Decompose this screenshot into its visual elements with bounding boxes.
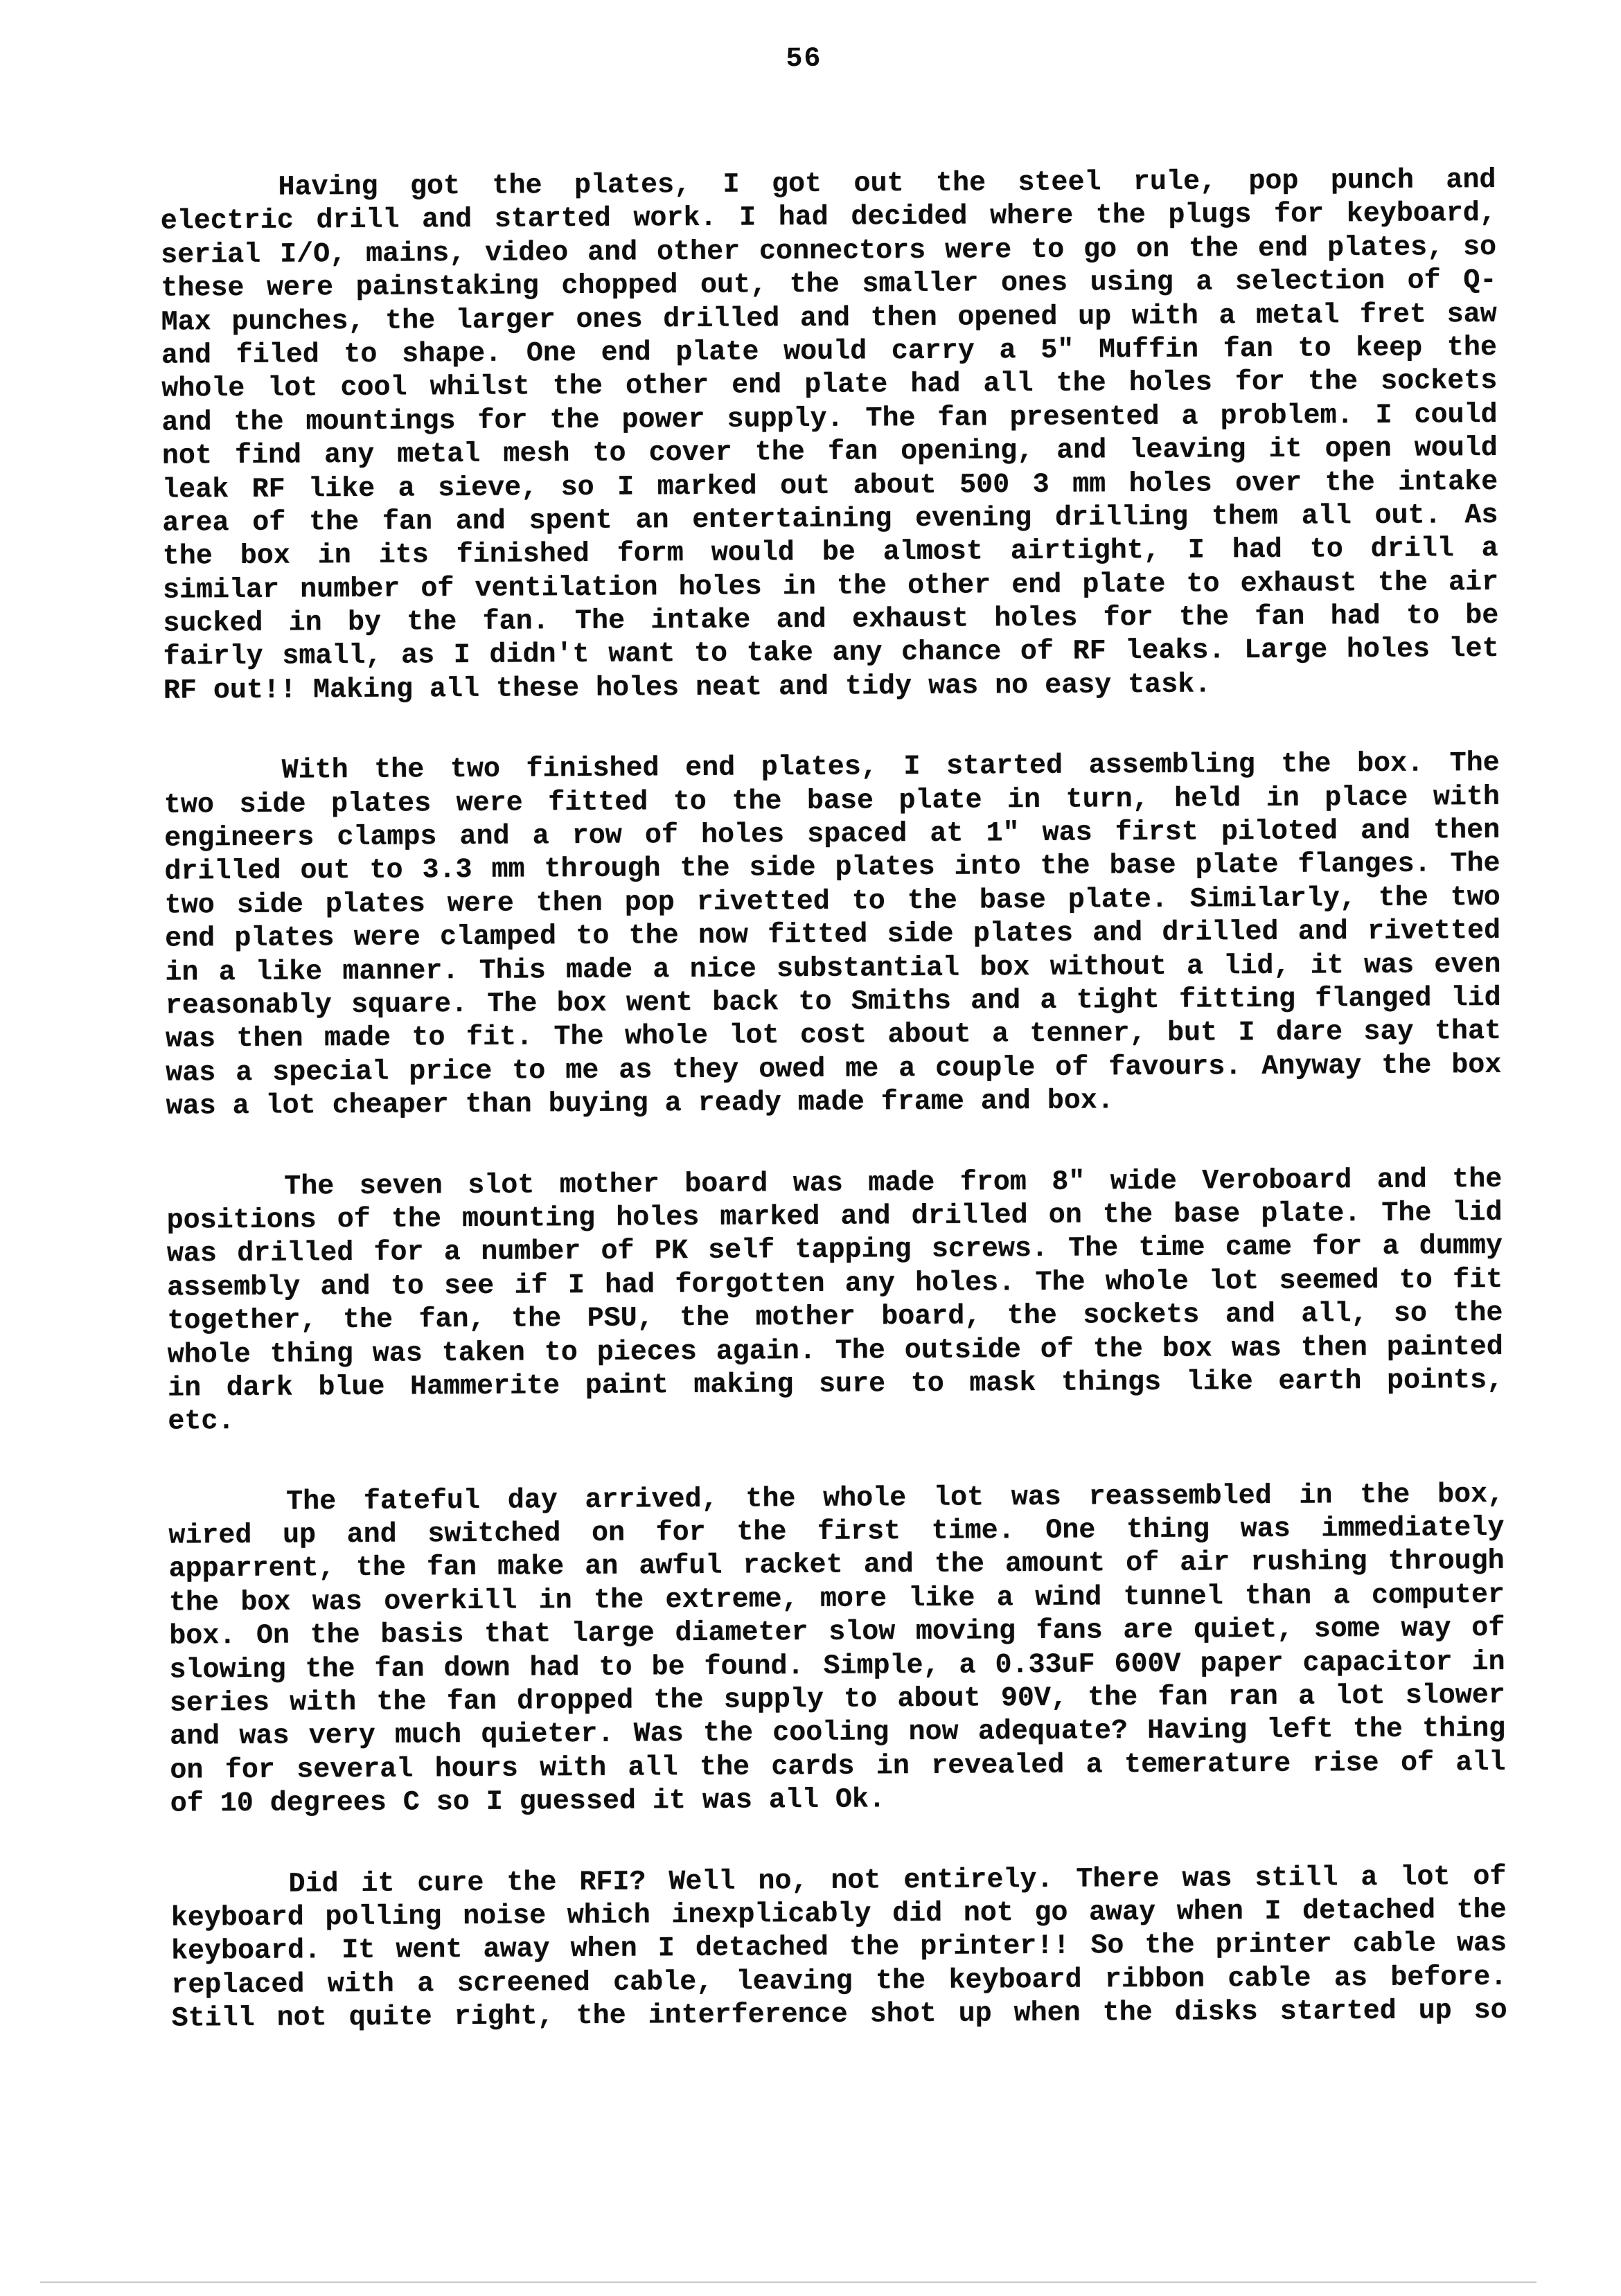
text-line: box. On the basis that large diameter slow moving fans are quiet, some way of (169, 1613, 1505, 1653)
text-line: whole thing was taken to pieces again. The outside of the box was then painted (167, 1331, 1503, 1371)
text-line: Still not quite right, the interference shot up when the disks started up so (171, 1995, 1507, 2035)
text-line: leak RF like a sieve, so I marked out about 500 3 mm holes over the intake (162, 466, 1498, 506)
text-line: Did it cure the RFI? Well no, not entirely. There was still a lot of (288, 1861, 1507, 1901)
text-line: Having got the plates, I got out the steel rule, pop punch and (278, 164, 1496, 204)
page-body (160, 164, 1507, 2036)
text-line: area of the fan and spent an entertaining evening drilling them all out. As (162, 499, 1498, 540)
text-line: fairly small, as I didn't want to take any chance of RF leaks. Large holes let (163, 634, 1499, 674)
text-line: and the mountings for the power supply. The fan presented a problem. I could (161, 399, 1498, 439)
text-line: reasonably square. The box went back to Smiths and a tight fitting flanged lid (165, 982, 1501, 1022)
paragraph (164, 747, 1502, 1124)
text-line: replaced with a screened cable, leaving the keyboard ribbon cable as before. (171, 1961, 1507, 2002)
text-line: together, the fan, the PSU, the mother board, the sockets and all, so the (167, 1298, 1503, 1337)
text-line: and was very much quieter. Was the cooling now adequate? Having left the thing (170, 1714, 1506, 1754)
text-line: keyboard polling noise which inexplicably did not go away when I detached the (170, 1894, 1507, 1934)
paragraph (166, 1163, 1503, 1439)
text-line: electric drill and started work. I had decided where the plugs for keyboard, (160, 198, 1496, 238)
text-line: etc. (168, 1406, 235, 1438)
text-line: the box in its finished form would be almost airtight, I had to drill a (162, 533, 1498, 573)
text-line: was a lot cheaper than buying a ready made frame and box. (166, 1085, 1114, 1123)
text-line: Max punches, the larger ones drilled and then opened up with a metal fret saw (161, 299, 1497, 339)
text-line: these were painstaking chopped out, the smaller ones using a selection of Q- (161, 265, 1497, 305)
text-line: was drilled for a number of PK self tapping screws. The time came for a dummy (166, 1231, 1503, 1271)
paragraph (168, 1479, 1506, 1822)
text-line: slowing the fan down had to be found. Simple, a 0.33uF 600V paper capacitor in (169, 1646, 1505, 1687)
text-line: of 10 degrees C so I guessed it was all Ok. (170, 1784, 886, 1820)
text-line: two side plates were then pop rivetted to the base plate. Similarly, the two (164, 882, 1500, 922)
text-line: assembly and to see if I had forgotten any holes. The whole lot seemed to fit (167, 1264, 1503, 1304)
scan-edge-line (40, 2281, 1536, 2283)
text-line: drilled out to 3.3 mm through the side plates into the base plate flanges. The (164, 848, 1500, 889)
text-line: whole lot cool whilst the other end plate had all the holes for the sockets (161, 366, 1498, 406)
text-line: RF out!! Making all these holes neat and tidy was no easy task. (163, 669, 1212, 707)
text-line: and filed to shape. One end plate would carry a 5" Muffin fan to keep the (161, 332, 1498, 372)
text-line: the box was overkill in the extreme, more like a wind tunnel than a computer (168, 1579, 1505, 1619)
paragraph (160, 164, 1499, 709)
text-line: serial I/O, mains, video and other connectors were to go on the end plates, so (160, 231, 1497, 272)
text-line: similar number of ventilation holes in the other end plate to exhaust the air (162, 567, 1499, 607)
text-line: engineers clamps and a row of holes spaced at 1" was first piloted and then (164, 815, 1500, 855)
page-number: 56 (786, 43, 822, 75)
text-line: apparrent, the fan make an awful racket and the amount of air rushing through (168, 1546, 1505, 1586)
text-line: in dark blue Hammerite paint making sure to mask things like earth points, (167, 1364, 1504, 1405)
text-line: was then made to fit. The whole lot cost about a tenner, but I dare say that (165, 1016, 1502, 1056)
text-line: sucked in by the fan. The intake and exhaust holes for the fan had to be (163, 600, 1499, 640)
text-line: not find any metal mesh to cover the fan opening, and leaving it open would (161, 433, 1498, 472)
text-line: With the two finished end plates, I started assembling the box. The (281, 748, 1500, 787)
text-line: wired up and switched on for the first time. One thing was immediately (168, 1512, 1505, 1552)
paragraph (170, 1860, 1507, 2036)
text-line: series with the fan dropped the supply to about 90V, the fan ran a lot slower (169, 1680, 1506, 1720)
text-line: positions of the mounting holes marked and drilled on the base plate. The lid (166, 1197, 1503, 1237)
text-line: The fateful day arrived, the whole lot was reassembled in the box, (285, 1479, 1505, 1518)
text-line: on for several hours with all the cards in revealed a temerature rise of all (170, 1747, 1506, 1787)
text-line: in a like manner. This made a nice substantial box without a lid, it was even (165, 949, 1501, 989)
text-line: was a special price to me as they owed me a couple of favours. Anyway the box (166, 1049, 1502, 1089)
text-line: two side plates were fitted to the base plate in turn, held in place with (163, 781, 1500, 821)
text-line: end plates were clamped to the now fitted side plates and drilled and rivetted (165, 916, 1501, 955)
text-line: keyboard. It went away when I detached the printer!! So the printer cable was (170, 1928, 1507, 1968)
text-line: The seven slot mother board was made from 8" wide Veroboard and the (284, 1164, 1503, 1203)
